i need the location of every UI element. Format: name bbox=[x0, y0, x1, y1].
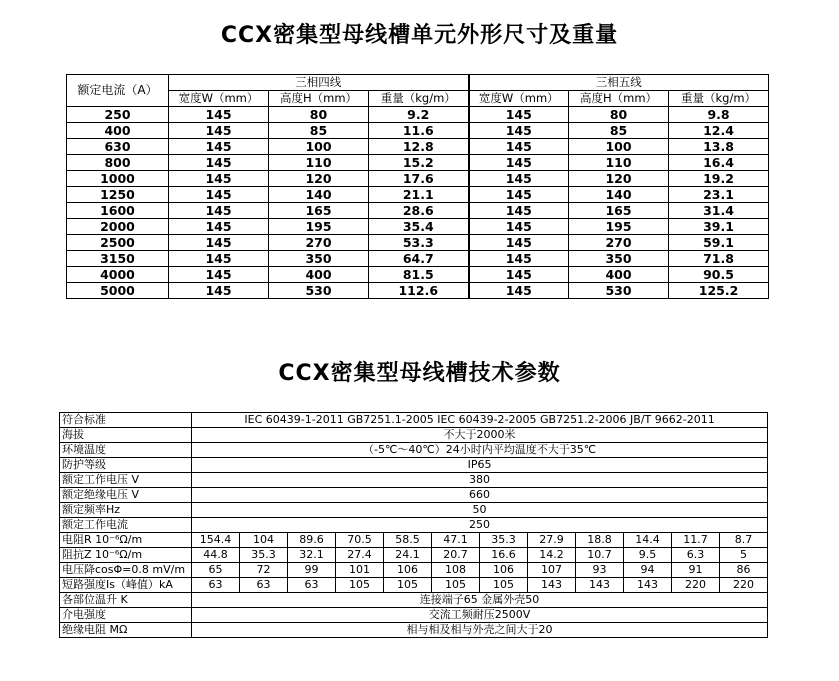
param-value: 58.5 bbox=[384, 533, 432, 548]
table-row bbox=[60, 458, 768, 473]
table-cell: 165 bbox=[269, 203, 369, 219]
table-cell: 145 bbox=[469, 171, 569, 187]
rated-current-cell: 250 bbox=[67, 107, 169, 123]
param-value: 35.3 bbox=[480, 533, 528, 548]
param-label: 额定绝缘电压 V bbox=[60, 488, 192, 503]
param-value: 106 bbox=[480, 563, 528, 578]
param-value: 8.7 bbox=[720, 533, 768, 548]
rated-current-cell: 2500 bbox=[67, 235, 169, 251]
table-cell: 12.8 bbox=[369, 139, 469, 155]
table-cell: 17.6 bbox=[369, 171, 469, 187]
table-row bbox=[60, 608, 768, 623]
rated-current-cell: 2000 bbox=[67, 219, 169, 235]
param-value: 20.7 bbox=[432, 548, 480, 563]
param-value: 5 bbox=[720, 548, 768, 563]
param-value: 32.1 bbox=[288, 548, 336, 563]
param-label: 符合标准 bbox=[60, 413, 192, 428]
table-cell: 140 bbox=[569, 187, 669, 203]
table-cell: 16.4 bbox=[669, 155, 769, 171]
table-row bbox=[67, 267, 769, 283]
param-label: 海拔 bbox=[60, 428, 192, 443]
rated-current-header: 额定电流（A） bbox=[67, 75, 169, 107]
param-value: 63 bbox=[192, 578, 240, 593]
param-label: 额定工作电流 bbox=[60, 518, 192, 533]
table-cell: 110 bbox=[269, 155, 369, 171]
param-value: 104 bbox=[240, 533, 288, 548]
column-header: 重量（kg/m） bbox=[669, 91, 769, 107]
table-cell: 39.1 bbox=[669, 219, 769, 235]
group-header-five-wire: 三相五线 bbox=[469, 75, 769, 91]
table-row bbox=[67, 187, 769, 203]
rated-current-cell: 400 bbox=[67, 123, 169, 139]
param-value: 72 bbox=[240, 563, 288, 578]
param-value: 63 bbox=[288, 578, 336, 593]
table-row bbox=[60, 563, 768, 578]
dimensions-title: CCX密集型母线槽单元外形尺寸及重量 bbox=[220, 23, 619, 48]
param-label: 阻抗Z 10⁻⁶Ω/m bbox=[60, 548, 192, 563]
param-value: 94 bbox=[624, 563, 672, 578]
rated-current-cell: 3150 bbox=[67, 251, 169, 267]
param-value: 86 bbox=[720, 563, 768, 578]
table-row bbox=[60, 518, 768, 533]
table-cell: 145 bbox=[469, 203, 569, 219]
param-value: 27.9 bbox=[528, 533, 576, 548]
param-value: 24.1 bbox=[384, 548, 432, 563]
param-value: 9.5 bbox=[624, 548, 672, 563]
table-row bbox=[67, 107, 769, 123]
table-cell: 120 bbox=[269, 171, 369, 187]
table-row bbox=[67, 283, 769, 299]
param-value: 105 bbox=[432, 578, 480, 593]
param-value: 不大于2000米 bbox=[192, 428, 768, 443]
table-cell: 9.2 bbox=[369, 107, 469, 123]
table-cell: 145 bbox=[169, 267, 269, 283]
table-cell: 145 bbox=[469, 139, 569, 155]
param-value: 143 bbox=[528, 578, 576, 593]
param-value: 27.4 bbox=[336, 548, 384, 563]
table-cell: 145 bbox=[169, 155, 269, 171]
param-value: 65 bbox=[192, 563, 240, 578]
table-cell: 85 bbox=[569, 123, 669, 139]
column-header: 重量（kg/m） bbox=[369, 91, 469, 107]
table-cell: 35.4 bbox=[369, 219, 469, 235]
table-cell: 145 bbox=[469, 251, 569, 267]
param-value: 105 bbox=[336, 578, 384, 593]
table-row bbox=[60, 578, 768, 593]
param-value: 47.1 bbox=[432, 533, 480, 548]
tech-params-title: CCX密集型母线槽技术参数 bbox=[278, 361, 561, 386]
param-value: 99 bbox=[288, 563, 336, 578]
param-value: 11.7 bbox=[672, 533, 720, 548]
param-value: 220 bbox=[672, 578, 720, 593]
table-cell: 12.4 bbox=[669, 123, 769, 139]
table-cell: 112.6 bbox=[369, 283, 469, 299]
table-cell: 90.5 bbox=[669, 267, 769, 283]
param-value: 50 bbox=[192, 503, 768, 518]
table-row bbox=[67, 219, 769, 235]
table-cell: 195 bbox=[569, 219, 669, 235]
table-row bbox=[60, 548, 768, 563]
table-cell: 145 bbox=[169, 123, 269, 139]
table-row bbox=[67, 251, 769, 267]
column-header: 宽度W（mm） bbox=[169, 91, 269, 107]
table-cell: 145 bbox=[469, 283, 569, 299]
table-cell: 120 bbox=[569, 171, 669, 187]
table-cell: 145 bbox=[469, 123, 569, 139]
param-value: 220 bbox=[720, 578, 768, 593]
table-cell: 145 bbox=[169, 187, 269, 203]
table-cell: 350 bbox=[269, 251, 369, 267]
table-row bbox=[60, 443, 768, 458]
param-label: 额定工作电压 V bbox=[60, 473, 192, 488]
param-value: 16.6 bbox=[480, 548, 528, 563]
param-value: 154.4 bbox=[192, 533, 240, 548]
table-cell: 270 bbox=[569, 235, 669, 251]
table-cell: 145 bbox=[469, 235, 569, 251]
param-label: 绝缘电阻 MΩ bbox=[60, 623, 192, 638]
param-label: 介电强度 bbox=[60, 608, 192, 623]
table-cell: 145 bbox=[169, 283, 269, 299]
param-value: 14.2 bbox=[528, 548, 576, 563]
param-value: IEC 60439-1-2011 GB7251.1-2005 IEC 60439-2-2005 GB7251.2-2006 JB/T 9662-2011 bbox=[192, 413, 768, 428]
table-cell: 64.7 bbox=[369, 251, 469, 267]
rated-current-cell: 1000 bbox=[67, 171, 169, 187]
table-cell: 145 bbox=[469, 107, 569, 123]
group-header-four-wire: 三相四线 bbox=[169, 75, 469, 91]
param-value: 93 bbox=[576, 563, 624, 578]
table-cell: 31.4 bbox=[669, 203, 769, 219]
rated-current-cell: 630 bbox=[67, 139, 169, 155]
table-cell: 100 bbox=[269, 139, 369, 155]
rated-current-cell: 800 bbox=[67, 155, 169, 171]
table-row bbox=[67, 155, 769, 171]
table-cell: 59.1 bbox=[669, 235, 769, 251]
table-cell: 81.5 bbox=[369, 267, 469, 283]
table-cell: 71.8 bbox=[669, 251, 769, 267]
param-value: 18.8 bbox=[576, 533, 624, 548]
table-cell: 145 bbox=[169, 235, 269, 251]
table-cell: 145 bbox=[169, 203, 269, 219]
param-value: 108 bbox=[432, 563, 480, 578]
param-label: 电压降cosΦ=0.8 mV/m bbox=[60, 563, 192, 578]
table-row bbox=[60, 533, 768, 548]
column-header: 宽度W（mm） bbox=[469, 91, 569, 107]
table-cell: 145 bbox=[469, 187, 569, 203]
table-row bbox=[60, 473, 768, 488]
param-value: 250 bbox=[192, 518, 768, 533]
param-label: 电阻R 10⁻⁶Ω/m bbox=[60, 533, 192, 548]
param-value: 105 bbox=[384, 578, 432, 593]
table-cell: 100 bbox=[569, 139, 669, 155]
table-row bbox=[60, 623, 768, 638]
param-value: 660 bbox=[192, 488, 768, 503]
table-cell: 145 bbox=[169, 107, 269, 123]
param-value: 10.7 bbox=[576, 548, 624, 563]
param-label: 各部位温升 K bbox=[60, 593, 192, 608]
table-cell: 9.8 bbox=[669, 107, 769, 123]
rated-current-cell: 5000 bbox=[67, 283, 169, 299]
table-cell: 19.2 bbox=[669, 171, 769, 187]
table-cell: 80 bbox=[569, 107, 669, 123]
table-cell: 21.1 bbox=[369, 187, 469, 203]
param-label: 额定频率Hz bbox=[60, 503, 192, 518]
table-row bbox=[67, 139, 769, 155]
table-cell: 145 bbox=[469, 155, 569, 171]
param-value: 连接端子65 金属外壳50 bbox=[192, 593, 768, 608]
param-value: 44.8 bbox=[192, 548, 240, 563]
table-cell: 400 bbox=[569, 267, 669, 283]
param-value: 70.5 bbox=[336, 533, 384, 548]
table-cell: 145 bbox=[169, 139, 269, 155]
table-cell: 195 bbox=[269, 219, 369, 235]
param-value: 143 bbox=[624, 578, 672, 593]
table-cell: 530 bbox=[269, 283, 369, 299]
table-row bbox=[60, 503, 768, 518]
param-value: 35.3 bbox=[240, 548, 288, 563]
column-header: 高度H（mm） bbox=[569, 91, 669, 107]
table-cell: 145 bbox=[469, 267, 569, 283]
table-cell: 530 bbox=[569, 283, 669, 299]
table-row bbox=[60, 428, 768, 443]
table-row bbox=[67, 171, 769, 187]
table-cell: 80 bbox=[269, 107, 369, 123]
table-cell: 145 bbox=[469, 219, 569, 235]
param-value: 143 bbox=[576, 578, 624, 593]
param-label: 环境温度 bbox=[60, 443, 192, 458]
table-cell: 165 bbox=[569, 203, 669, 219]
param-value: 14.4 bbox=[624, 533, 672, 548]
param-value: 105 bbox=[480, 578, 528, 593]
param-value: 91 bbox=[672, 563, 720, 578]
column-header: 高度H（mm） bbox=[269, 91, 369, 107]
table-row bbox=[60, 488, 768, 503]
table-cell: 28.6 bbox=[369, 203, 469, 219]
table-row bbox=[67, 123, 769, 139]
table-cell: 125.2 bbox=[669, 283, 769, 299]
table-cell: 145 bbox=[169, 251, 269, 267]
rated-current-cell: 4000 bbox=[67, 267, 169, 283]
table-cell: 350 bbox=[569, 251, 669, 267]
param-value: 101 bbox=[336, 563, 384, 578]
table-row bbox=[60, 413, 768, 428]
tech-params-table bbox=[59, 412, 768, 638]
table-cell: 270 bbox=[269, 235, 369, 251]
param-value: 380 bbox=[192, 473, 768, 488]
table-cell: 53.3 bbox=[369, 235, 469, 251]
table-cell: 145 bbox=[169, 219, 269, 235]
table-cell: 400 bbox=[269, 267, 369, 283]
param-value: 相与相及相与外壳之间大于20 bbox=[192, 623, 768, 638]
param-value: IP65 bbox=[192, 458, 768, 473]
table-cell: 23.1 bbox=[669, 187, 769, 203]
rated-current-cell: 1600 bbox=[67, 203, 169, 219]
param-label: 短路强度Is（峰值）kA bbox=[60, 578, 192, 593]
param-value: 63 bbox=[240, 578, 288, 593]
param-label: 防护等级 bbox=[60, 458, 192, 473]
table-cell: 85 bbox=[269, 123, 369, 139]
table-cell: 11.6 bbox=[369, 123, 469, 139]
table-cell: 140 bbox=[269, 187, 369, 203]
param-value: 6.3 bbox=[672, 548, 720, 563]
table-cell: 145 bbox=[169, 171, 269, 187]
table-row bbox=[67, 203, 769, 219]
param-value: 交流工频耐压2500V bbox=[192, 608, 768, 623]
table-cell: 110 bbox=[569, 155, 669, 171]
table-row bbox=[60, 593, 768, 608]
param-value: 106 bbox=[384, 563, 432, 578]
dimensions-table bbox=[66, 74, 769, 299]
rated-current-cell: 1250 bbox=[67, 187, 169, 203]
table-cell: 13.8 bbox=[669, 139, 769, 155]
table-cell: 15.2 bbox=[369, 155, 469, 171]
param-value: （-5℃～40℃）24小时内平均温度不大于35℃ bbox=[192, 443, 768, 458]
table-row bbox=[67, 235, 769, 251]
param-value: 107 bbox=[528, 563, 576, 578]
param-value: 89.6 bbox=[288, 533, 336, 548]
